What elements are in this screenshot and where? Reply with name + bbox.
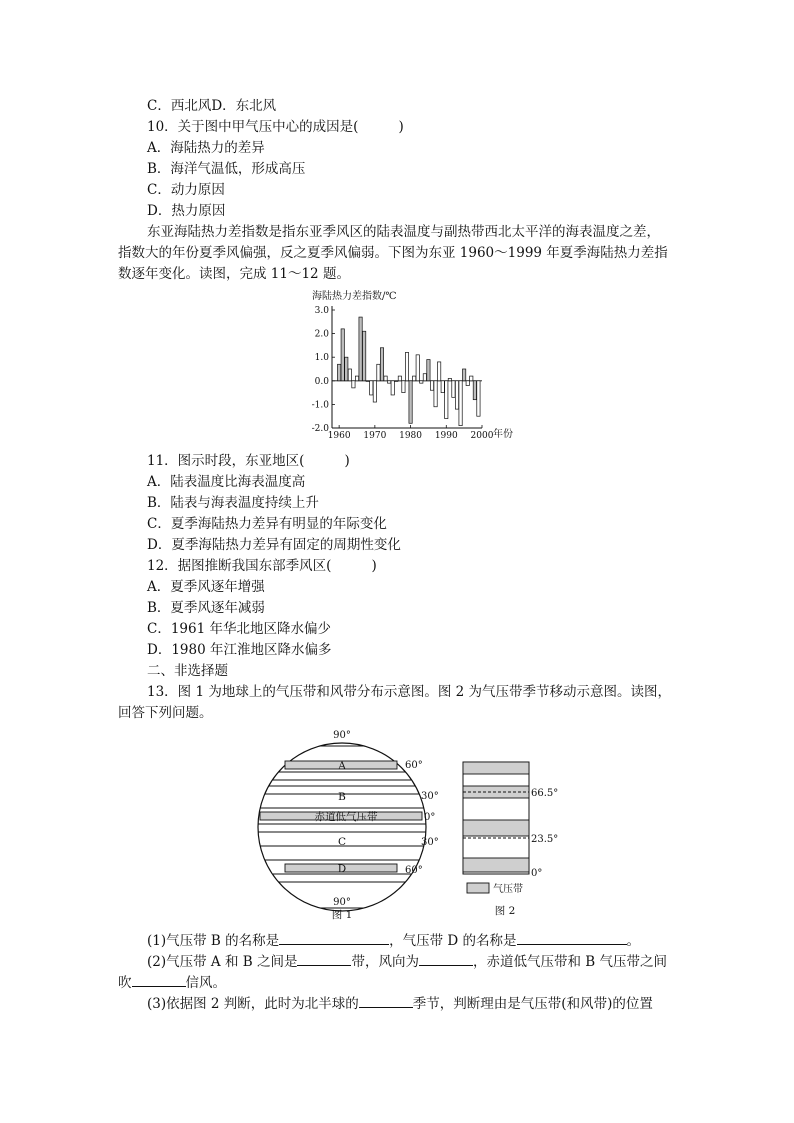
passage-line-3: 数逐年变化。读图，完成 11～12 题。 bbox=[118, 266, 350, 282]
chart-bar-1992 bbox=[452, 381, 455, 398]
q10-option-c: C．动力原因 bbox=[147, 182, 225, 198]
chart-bar-1986 bbox=[430, 381, 433, 390]
heat-index-chart bbox=[300, 286, 530, 444]
chart-bar-1995 bbox=[463, 369, 466, 381]
chart-bar-1980 bbox=[409, 381, 412, 423]
q12-option-d: D．1980 年江淮地区降水偏多 bbox=[147, 642, 332, 658]
chart-x-tick-label: 1970 bbox=[363, 431, 387, 441]
q9-option-d: D．东北风 bbox=[211, 98, 277, 114]
chart-bar-1961 bbox=[341, 329, 344, 381]
chart-bar-1975 bbox=[391, 381, 394, 395]
chart-y-tick-label: 0.0 bbox=[314, 376, 329, 387]
chart-bar-1997 bbox=[470, 376, 473, 381]
fig1-band-c: C bbox=[337, 836, 347, 848]
chart-bar-1969 bbox=[370, 381, 373, 395]
answer-blank-b[interactable] bbox=[279, 930, 389, 945]
chart-ylabel: 海陆热力差指数/℃ bbox=[312, 291, 397, 302]
chart-bar-1966 bbox=[359, 317, 362, 381]
chart-xlabel: 年份 bbox=[493, 429, 513, 440]
chart-bar-1978 bbox=[402, 381, 405, 393]
fig2-label-0: 0° bbox=[531, 868, 543, 879]
q12-option-c: C．1961 年华北地区降水偏少 bbox=[147, 621, 331, 637]
chart-y-tick-label: 1.0 bbox=[314, 353, 329, 364]
chart-bar-1979 bbox=[405, 352, 408, 380]
sub-question-1 bbox=[147, 930, 640, 951]
chart-bar-1991 bbox=[448, 378, 451, 380]
figure-2-seasonal-shift bbox=[455, 758, 575, 923]
chart-bar-1964 bbox=[352, 381, 355, 388]
chart-bar-1996 bbox=[466, 381, 469, 386]
fig1-top-label: 90° bbox=[333, 730, 351, 741]
chart-bar-1987 bbox=[434, 381, 437, 407]
answer-blank-trade-wind[interactable] bbox=[132, 972, 186, 987]
chart-bars bbox=[338, 317, 481, 426]
answer-blank-wind-direction[interactable] bbox=[419, 951, 473, 966]
chart-bar-1973 bbox=[384, 376, 387, 381]
chart-bar-1984 bbox=[423, 374, 426, 381]
chart-bar-1994 bbox=[459, 381, 462, 426]
chart-bar-1990 bbox=[445, 381, 448, 419]
q11-option-d: D．夏季海陆热力差异有固定的周期性变化 bbox=[147, 537, 401, 553]
fig1-band-d: D bbox=[337, 863, 347, 875]
answer-blank-wind-belt[interactable] bbox=[297, 951, 351, 966]
fig1-band-b: B bbox=[338, 791, 346, 803]
chart-bar-1981 bbox=[413, 376, 416, 381]
q10-close: ) bbox=[398, 119, 404, 135]
q11-option-b: B．陆表与海表温度持续上升 bbox=[147, 495, 319, 511]
figure-1-pressure-belts bbox=[250, 724, 450, 924]
chart-bar-1967 bbox=[363, 331, 366, 381]
chart-bar-1960 bbox=[338, 364, 341, 381]
chart-bar-1968 bbox=[366, 381, 369, 382]
q11-stem bbox=[147, 451, 350, 471]
fig2-belt-4 bbox=[463, 858, 529, 872]
fig2-legend-swatch bbox=[467, 883, 489, 893]
fig1-lat-30n: 30° bbox=[421, 791, 439, 802]
chart-bar-1982 bbox=[416, 355, 419, 381]
sub1-b: ，气压带 D 的名称是 bbox=[389, 933, 517, 949]
sub2-b: 带，风向为 bbox=[351, 954, 419, 970]
q12-close: ) bbox=[371, 558, 377, 574]
sub2b-a: 吹 bbox=[118, 975, 132, 991]
passage-line-2: 指数大的年份夏季风偏强，反之夏季风偏弱。下图为东亚 1960～1999 年夏季海陆热力差指 bbox=[118, 245, 668, 261]
q10-option-d: D．热力原因 bbox=[147, 203, 226, 219]
section-heading: 二、非选择题 bbox=[147, 663, 228, 679]
fig2-belt-3 bbox=[463, 820, 529, 836]
answer-blank-season[interactable] bbox=[359, 993, 413, 1008]
answer-blank-d[interactable] bbox=[517, 930, 627, 945]
fig2-label-66: 66.5° bbox=[531, 788, 559, 799]
sub2-c: ，赤道低气压带和 B 气压带之间 bbox=[472, 954, 667, 970]
chart-y-tick-label: 3.0 bbox=[314, 306, 329, 316]
q9-option-c: C．西北风 bbox=[147, 98, 212, 114]
sub3-a: (3)依据图 2 判断，此时为北半球的 bbox=[147, 996, 359, 1012]
q10-option-b: B．海洋气温低，形成高压 bbox=[147, 161, 306, 177]
chart-bar-1971 bbox=[377, 364, 380, 381]
fig2-belt-1 bbox=[463, 762, 529, 774]
q10-option-a: A．海陆热力的差异 bbox=[147, 140, 265, 156]
chart-x-tick-label: 1960 bbox=[327, 431, 351, 441]
q10-stem-text: 10．关于图中甲气压中心的成因是( bbox=[147, 119, 359, 135]
chart-bar-1976 bbox=[395, 381, 398, 382]
chart-y-tick-label: 2.0 bbox=[314, 329, 329, 340]
fig1-bottom-label: 90° bbox=[333, 897, 351, 908]
chart-bar-1977 bbox=[398, 376, 401, 381]
chart-bar-1972 bbox=[380, 348, 383, 381]
fig2-label-23: 23.5° bbox=[531, 834, 559, 845]
q11-stem-text: 11．图示时段，东亚地区( bbox=[147, 453, 305, 469]
q12-option-b: B．夏季风逐年减弱 bbox=[147, 600, 265, 616]
chart-x-tick-label: 1980 bbox=[399, 431, 423, 441]
q13-stem-1: 13．图 1 为地球上的气压带和风带分布示意图。图 2 为气压带季节移动示意图。读图， bbox=[147, 684, 672, 700]
q11-option-a: A．陆表温度比海表温度高 bbox=[147, 474, 306, 490]
chart-bar-1993 bbox=[455, 381, 458, 409]
sub-question-2 bbox=[147, 951, 667, 972]
chart-bar-1985 bbox=[427, 360, 430, 381]
chart-bar-1962 bbox=[345, 357, 348, 381]
chart-bar-1965 bbox=[355, 376, 358, 381]
q12-stem-text: 12．据图推断我国东部季风区( bbox=[147, 558, 332, 574]
fig2-legend-label: 气压带 bbox=[493, 884, 523, 895]
chart-bar-1988 bbox=[438, 362, 441, 381]
fig1-lat-0: 0° bbox=[424, 812, 436, 823]
passage-line-1: 东亚海陆热力差指数是指东亚季风区的陆表温度与副热带西北太平洋的海表温度之差， bbox=[147, 224, 660, 240]
fig1-band-equatorial: 赤道低气压带 bbox=[314, 811, 378, 823]
fig2-frame bbox=[463, 762, 529, 874]
chart-x-tick-label: 1990 bbox=[434, 431, 458, 441]
sub2b-b: 信风。 bbox=[185, 975, 226, 991]
q10-stem bbox=[147, 117, 404, 137]
chart-bar-1974 bbox=[388, 381, 391, 383]
fig1-caption: 图 1 bbox=[331, 909, 353, 921]
q11-option-c: C．夏季海陆热力差异有明显的年际变化 bbox=[147, 516, 387, 532]
q12-stem bbox=[147, 556, 377, 576]
sub-question-3 bbox=[147, 993, 653, 1014]
chart-bar-1963 bbox=[348, 369, 351, 381]
q12-option-a: A．夏季风逐年增强 bbox=[147, 579, 265, 595]
chart-bar-1999 bbox=[477, 381, 480, 416]
chart-x-tick-label: 2000 bbox=[470, 431, 494, 441]
fig2-caption: 图 2 bbox=[494, 905, 516, 917]
sub1-a: (1)气压带 B 的名称是 bbox=[147, 933, 280, 949]
fig1-lat-30s: 30° bbox=[421, 837, 439, 848]
fig1-lat-60n: 60° bbox=[405, 760, 423, 771]
q9-options bbox=[147, 96, 276, 116]
chart-bar-1989 bbox=[441, 381, 444, 393]
chart-bar-1998 bbox=[473, 381, 476, 400]
chart-bar-1970 bbox=[373, 381, 376, 402]
chart-y-tick-label: -2.0 bbox=[311, 424, 329, 434]
chart-y-tick-label: -1.0 bbox=[311, 400, 329, 411]
sub3-b: 季节，判断理由是气压带(和风带)的位置 bbox=[412, 996, 653, 1012]
sub-question-2-cont bbox=[118, 972, 226, 993]
sub1-c: 。 bbox=[626, 933, 641, 949]
chart-bar-1983 bbox=[420, 381, 423, 383]
fig1-lat-60s: 60° bbox=[405, 865, 423, 876]
q13-stem-2: 回答下列问题。 bbox=[118, 705, 213, 721]
sub2-a: (2)气压带 A 和 B 之间是 bbox=[147, 954, 298, 970]
fig1-band-a: A bbox=[338, 760, 346, 772]
q11-close: ) bbox=[344, 453, 350, 469]
